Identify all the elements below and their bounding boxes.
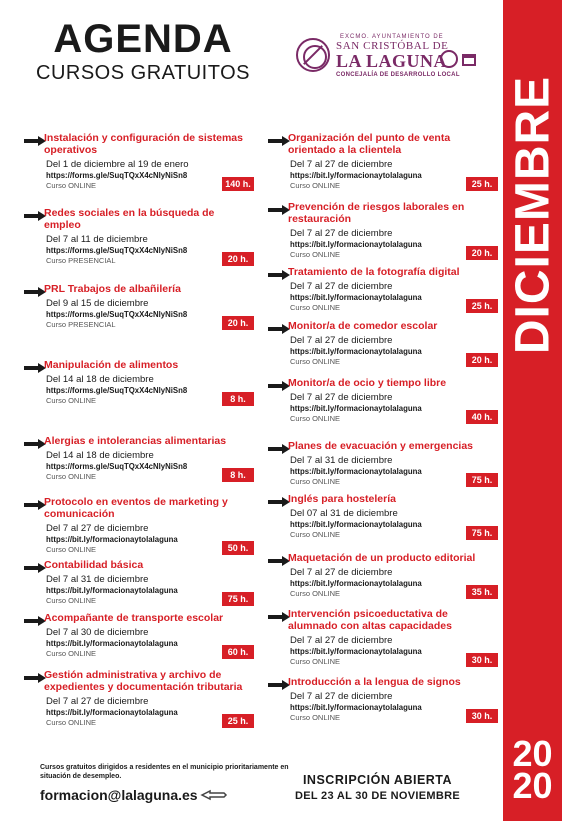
course-hours-badge: 20 h. (466, 353, 498, 367)
course-signup-link[interactable]: https://bit.ly/formacionaytolalaguna (290, 703, 422, 712)
arrow-right-icon (268, 612, 290, 622)
course-item (268, 609, 498, 673)
course-title: Prevención de riesgos laborales en restauración (288, 201, 465, 225)
course-signup-link[interactable]: https://forms.gle/SuqTQxX4cNlyNiSn8 (46, 462, 188, 471)
course-item (268, 267, 498, 319)
arrow-right-icon (24, 363, 46, 373)
course-hours-badge: 30 h. (466, 709, 498, 723)
course-dates: Del 7 al 31 de diciembre (290, 455, 393, 466)
course-hours-badge: 60 h. (222, 645, 254, 659)
course-signup-link[interactable]: https://forms.gle/SuqTQxX4cNlyNiSn8 (46, 246, 188, 255)
course-title: Protocolo en eventos de marketing y comunicación (44, 496, 228, 520)
course-dates: Del 7 al 27 de diciembre (290, 691, 393, 702)
contact-email-link[interactable]: formacion@lalaguna.es (40, 787, 198, 803)
course-item (24, 670, 254, 734)
course-hours-badge: 40 h. (466, 410, 498, 424)
arrow-right-icon (268, 324, 290, 334)
arrow-right-icon (268, 136, 290, 146)
course-mode: Curso ONLINE (46, 396, 97, 405)
ayuntamiento-logo-icon (296, 38, 330, 72)
course-dates: Del 7 al 27 de diciembre (46, 523, 149, 534)
arrow-right-icon (24, 616, 46, 626)
course-mode: Curso ONLINE (290, 657, 341, 666)
arrow-right-icon (24, 673, 46, 683)
course-dates: Del 7 al 27 de diciembre (290, 567, 393, 578)
course-dates: Del 7 al 27 de diciembre (290, 159, 393, 170)
course-dates: Del 14 al 18 de diciembre (46, 374, 154, 385)
course-dates: Del 7 al 31 de diciembre (46, 574, 149, 585)
arrow-right-icon (24, 500, 46, 510)
course-signup-link[interactable]: https://bit.ly/formacionaytolalaguna (290, 240, 422, 249)
course-title: Maquetación de un producto editorial (288, 552, 476, 564)
course-hours-badge: 8 h. (222, 392, 254, 406)
course-signup-link[interactable]: https://bit.ly/formacionaytolalaguna (290, 520, 422, 529)
course-dates: Del 7 al 27 de diciembre (290, 228, 393, 239)
course-signup-link[interactable]: https://bit.ly/formacionaytolalaguna (290, 579, 422, 588)
course-mode: Curso ONLINE (290, 530, 341, 539)
year-top: 20 (512, 733, 553, 774)
course-item (268, 494, 498, 546)
course-hours-badge: 25 h. (222, 714, 254, 728)
course-title: Gestión administrativa y archivo de expedientes y documentación tributaria (44, 669, 243, 693)
eligibility-note: Cursos gratuitos dirigidos a residentes en el municipio prioritariamente en situación de desempleo. (40, 764, 289, 780)
course-mode: Curso ONLINE (290, 303, 341, 312)
arrow-right-icon (268, 205, 290, 215)
course-mode: Curso ONLINE (46, 181, 97, 190)
course-mode: Curso ONLINE (290, 250, 341, 259)
course-hours-badge: 75 h. (466, 526, 498, 540)
course-title: Acompañante de transporte escolar (44, 612, 224, 624)
arrow-right-icon (24, 563, 46, 573)
course-mode: Curso ONLINE (290, 414, 341, 423)
course-item (24, 560, 254, 612)
course-hours-badge: 30 h. (466, 653, 498, 667)
course-item (268, 677, 498, 729)
course-mode: Curso ONLINE (46, 472, 97, 481)
course-mode: Curso ONLINE (290, 181, 341, 190)
course-signup-link[interactable]: https://forms.gle/SuqTQxX4cNlyNiSn8 (46, 310, 188, 319)
course-signup-link[interactable]: https://bit.ly/formacionaytolalaguna (46, 708, 178, 717)
course-hours-badge: 20 h. (222, 316, 254, 330)
course-signup-link[interactable]: https://bit.ly/formacionaytolalaguna (46, 535, 178, 544)
arrow-right-icon (268, 497, 290, 507)
course-hours-badge: 35 h. (466, 585, 498, 599)
course-mode: Curso ONLINE (290, 477, 341, 486)
course-hours-badge: 25 h. (466, 299, 498, 313)
course-hours-badge: 140 h. (222, 177, 254, 191)
unesco-icon (462, 54, 476, 66)
course-mode: Curso PRESENCIAL (46, 320, 116, 329)
course-mode: Curso ONLINE (290, 713, 341, 722)
arrow-right-icon (24, 136, 46, 146)
course-hours-badge: 8 h. (222, 468, 254, 482)
course-title: Monitor/a de ocio y tiempo libre (288, 377, 447, 389)
course-item (24, 497, 254, 561)
month-label: DICIEMBRE (506, 75, 560, 355)
course-mode: Curso ONLINE (46, 718, 97, 727)
course-signup-link[interactable]: https://bit.ly/formacionaytolalaguna (290, 293, 422, 302)
course-title: Instalación y configuración de sistemas operativos (44, 132, 243, 156)
course-dates: Del 7 al 11 de diciembre (46, 234, 148, 245)
course-title: Tratamiento de la fotografía digital (288, 266, 460, 278)
course-dates: Del 7 al 27 de diciembre (290, 281, 393, 292)
logo-small-text: EXCMO. AYUNTAMIENTO DE (340, 34, 444, 40)
course-hours-badge: 50 h. (222, 541, 254, 555)
logo-department-text: CONCEJALÍA DE DESARROLLO LOCAL (336, 72, 460, 78)
course-signup-link[interactable]: https://bit.ly/formacionaytolalaguna (290, 347, 422, 356)
course-dates: Del 1 de diciembre al 19 de enero (46, 159, 189, 170)
course-hours-badge: 75 h. (466, 473, 498, 487)
arrow-right-icon (268, 381, 290, 391)
page-title: AGENDA (53, 17, 233, 61)
course-mode: Curso ONLINE (46, 649, 97, 658)
course-signup-link[interactable]: https://bit.ly/formacionaytolalaguna (46, 586, 178, 595)
world-heritage-icon (440, 50, 458, 68)
logo-name-text: SAN CRISTÓBAL DE (336, 40, 449, 52)
course-item (268, 133, 498, 197)
course-mode: Curso ONLINE (46, 545, 97, 554)
course-item (268, 378, 498, 430)
course-hours-badge: 75 h. (222, 592, 254, 606)
year-label (503, 733, 562, 806)
course-dates: Del 7 al 27 de diciembre (290, 635, 393, 646)
registration-title: INSCRIPCIÓN ABIERTA (302, 773, 453, 787)
course-item (24, 208, 254, 272)
course-item (268, 321, 498, 373)
course-title: PRL Trabajos de albañilería (44, 283, 181, 295)
course-title: Planes de evacuación y emergencias (288, 440, 474, 452)
course-signup-link[interactable]: https://bit.ly/formacionaytolalaguna (46, 639, 178, 648)
course-item (268, 553, 498, 605)
course-signup-link[interactable]: https://bit.ly/formacionaytolalaguna (290, 404, 422, 413)
page-subtitle: CURSOS GRATUITOS (36, 62, 250, 84)
year-bottom: 20 (512, 765, 553, 806)
course-title: Alergias e intolerancias alimentarias (44, 435, 227, 447)
course-title: Intervención psicoeductativa de alumnado con altas capacidades (288, 608, 452, 632)
course-title: Introducción a la lengua de signos (288, 676, 461, 688)
course-hours-badge: 20 h. (466, 246, 498, 260)
course-dates: Del 7 al 30 de diciembre (46, 627, 149, 638)
arrow-right-icon (268, 444, 290, 454)
arrow-right-icon (24, 287, 46, 297)
course-signup-link[interactable]: https://bit.ly/formacionaytolalaguna (290, 647, 422, 656)
arrow-right-icon (24, 439, 46, 449)
course-hours-badge: 25 h. (466, 177, 498, 191)
course-signup-link[interactable]: https://bit.ly/formacionaytolalaguna (290, 467, 422, 476)
course-mode: Curso ONLINE (290, 589, 341, 598)
course-title: Manipulación de alimentos (44, 359, 179, 371)
course-hours-badge: 20 h. (222, 252, 254, 266)
course-signup-link[interactable]: https://forms.gle/SuqTQxX4cNlyNiSn8 (46, 386, 188, 395)
course-title: Contabilidad básica (44, 559, 144, 571)
course-item (268, 441, 498, 493)
course-dates: Del 7 al 27 de diciembre (290, 335, 393, 346)
arrow-right-icon (24, 211, 46, 221)
course-dates: Del 7 al 27 de diciembre (46, 696, 149, 707)
course-signup-link[interactable]: https://forms.gle/SuqTQxX4cNlyNiSn8 (46, 171, 188, 180)
course-item (24, 360, 254, 412)
course-title: Monitor/a de comedor escolar (288, 320, 438, 332)
course-mode: Curso ONLINE (290, 357, 341, 366)
logo-big-text: LA LAGUNA (336, 51, 448, 71)
course-mode: Curso ONLINE (46, 596, 97, 605)
arrow-right-icon (268, 556, 290, 566)
course-item (24, 133, 254, 197)
course-signup-link[interactable]: https://bit.ly/formacionaytolalaguna (290, 171, 422, 180)
registration-dates: DEL 23 AL 30 DE NOVIEMBRE (294, 790, 460, 802)
course-dates: Del 14 al 18 de diciembre (46, 450, 154, 461)
course-title: Redes sociales en la búsqueda de empleo (44, 207, 215, 231)
course-item (24, 436, 254, 488)
course-dates: Del 7 al 27 de diciembre (290, 392, 393, 403)
course-dates: Del 9 al 15 de diciembre (46, 298, 149, 309)
course-item (24, 284, 254, 336)
course-title: Inglés para hostelería (288, 493, 396, 505)
course-mode: Curso PRESENCIAL (46, 256, 116, 265)
arrow-right-icon (268, 680, 290, 690)
month-label-wrap (506, 40, 560, 390)
course-dates: Del 07 al 31 de diciembre (290, 508, 398, 519)
course-item (24, 613, 254, 665)
course-item (268, 202, 498, 266)
course-title: Organización del punto de venta orientado a la clientela (288, 132, 451, 156)
pointer-hand-icon (200, 788, 230, 802)
arrow-right-icon (268, 270, 290, 280)
